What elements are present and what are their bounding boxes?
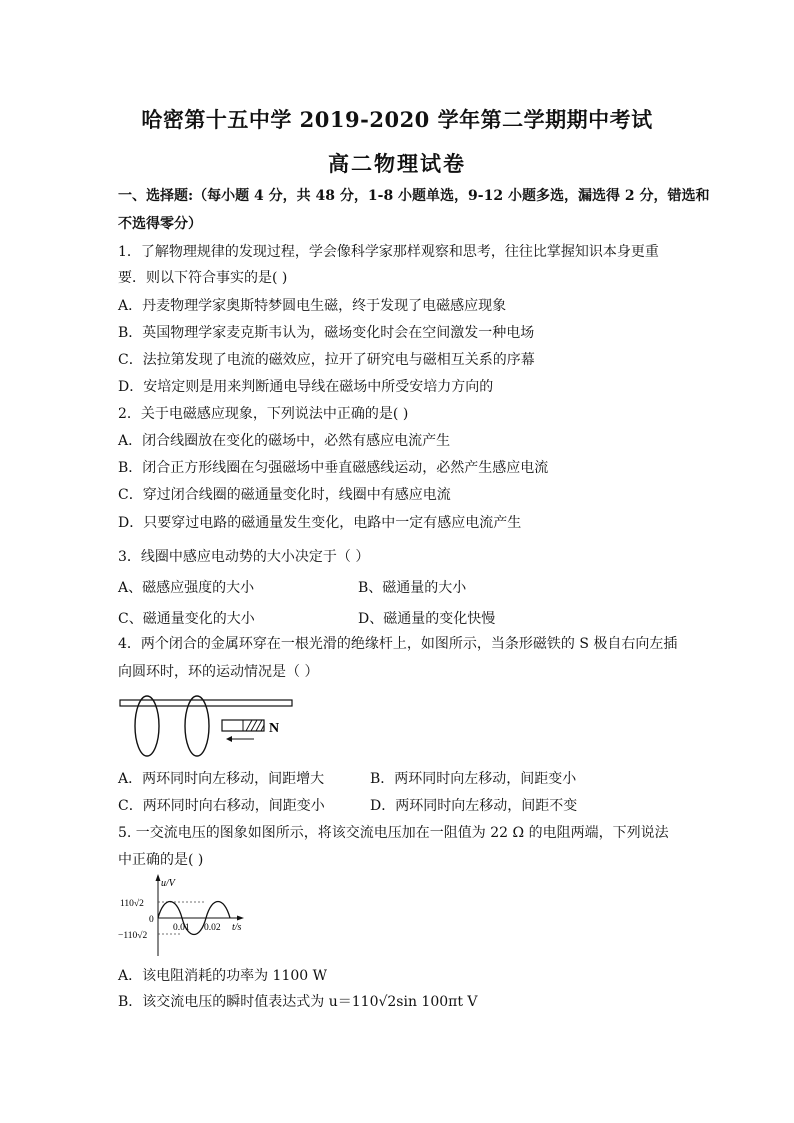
q4-options-row1 [118, 769, 577, 789]
q5-stem-line1: 5. 一交流电压的图象如图所示，将该交流电压加在一阻值为 22 Ω 的电阻两端，下列说法 [118, 825, 669, 841]
section-instructions-line1: 一、选择题:（每小题 4 分，共 48 分，1-8 小题单选，9-12 小题多选，漏选得 2 分，错选和 [118, 188, 710, 204]
exam-title: 哈密第十五中学 2019-2020 学年第二学期期中考试 [141, 107, 653, 132]
q4-options-row2 [118, 796, 578, 816]
q2-option-c: C．穿过闭合线圈的磁通量变化时，线圈中有感应电流 [118, 487, 451, 503]
q5-option-a: A．该电阻消耗的功率为 1100 W [118, 968, 328, 984]
q4-option-d: D．两环同时向左移动，间距不变 [370, 798, 578, 814]
q3-stem: 3．线圈中感应电动势的大小决定于（ ） [118, 549, 370, 565]
q1-option-d: D．安培定则是用来判断通电导线在磁场中所受安培力方向的 [118, 379, 494, 395]
q1-option-c: C．法拉第发现了电流的磁效应，拉开了研究电与磁相互关系的序幕 [118, 352, 535, 368]
q2-option-b: B．闭合正方形线圈在匀强磁场中垂直磁感线运动，必然产生感应电流 [118, 460, 549, 476]
x-axis-label: t/s [232, 922, 242, 933]
left-arrow-icon [226, 736, 254, 742]
q2-option-a: A．闭合线圈放在变化的磁场中，必然有感应电流产生 [118, 433, 451, 449]
y-axis-label: u/V [161, 878, 175, 889]
exam-subtitle: 高二物理试卷 [328, 151, 466, 176]
q2-stem: 2．关于电磁感应现象，下列说法中正确的是( ) [118, 406, 409, 422]
x-axis-arrow-icon [237, 916, 244, 921]
y-tick-zero: 0 [149, 915, 154, 925]
y-tick-bottom: −110√2 [118, 931, 148, 941]
q5-stem-line2: 中正确的是( ) [118, 852, 204, 868]
magnet-n-label: N [269, 721, 280, 736]
q1-stem-line2: 要．则以下符合事实的是( ) [118, 270, 288, 286]
q4-option-c: C．两环同时向右移动，间距变小 [118, 798, 325, 814]
q4-rings-magnet-figure [118, 690, 298, 760]
q5-ac-voltage-graph [118, 872, 258, 960]
q1-stem-line1: 1．了解物理规律的发现过程，学会像科学家那样观察和思考，往往比掌握知识本身更重 [118, 244, 659, 260]
q1-option-b: B．英国物理学家麦克斯韦认为，磁场变化时会在空间激发一种电场 [118, 325, 535, 341]
q4-stem-line1: 4．两个闭合的金属环穿在一根光滑的绝缘杆上，如图所示，当条形磁铁的 S 极自右向左插 [118, 636, 678, 652]
y-tick-top: 110√2 [120, 899, 144, 909]
q5-option-b: B．该交流电压的瞬时值表达式为 u＝110√2sin 100πt V [118, 994, 478, 1010]
x-tick-002: 0.02 [204, 923, 221, 933]
section-instructions-line2: 不选得零分） [118, 216, 202, 232]
q3-option-d: D、磁通量的变化快慢 [358, 611, 496, 627]
q4-stem-line2: 向圆环时，环的运动情况是（ ） [118, 664, 319, 680]
y-axis-arrow-icon [156, 874, 161, 881]
q3-option-c: C、磁通量变化的大小 [118, 611, 255, 627]
q4-option-a: A．两环同时向左移动，间距增大 [118, 771, 325, 787]
q3-option-b: B、磁通量的大小 [358, 580, 467, 596]
q3-options-row1 [118, 578, 467, 598]
q3-options-row2 [118, 609, 496, 629]
q4-option-b: B．两环同时向左移动，间距变小 [370, 771, 577, 787]
bar-magnet [222, 720, 264, 731]
q3-option-a: A、磁感应强度的大小 [118, 580, 255, 596]
x-tick-001: 0.01 [173, 923, 190, 933]
q1-option-a: A．丹麦物理学家奥斯特梦圆电生磁，终于发现了电磁感应现象 [118, 298, 507, 314]
q2-option-d: D．只要穿过电路的磁通量发生变化，电路中一定有感应电流产生 [118, 515, 522, 531]
